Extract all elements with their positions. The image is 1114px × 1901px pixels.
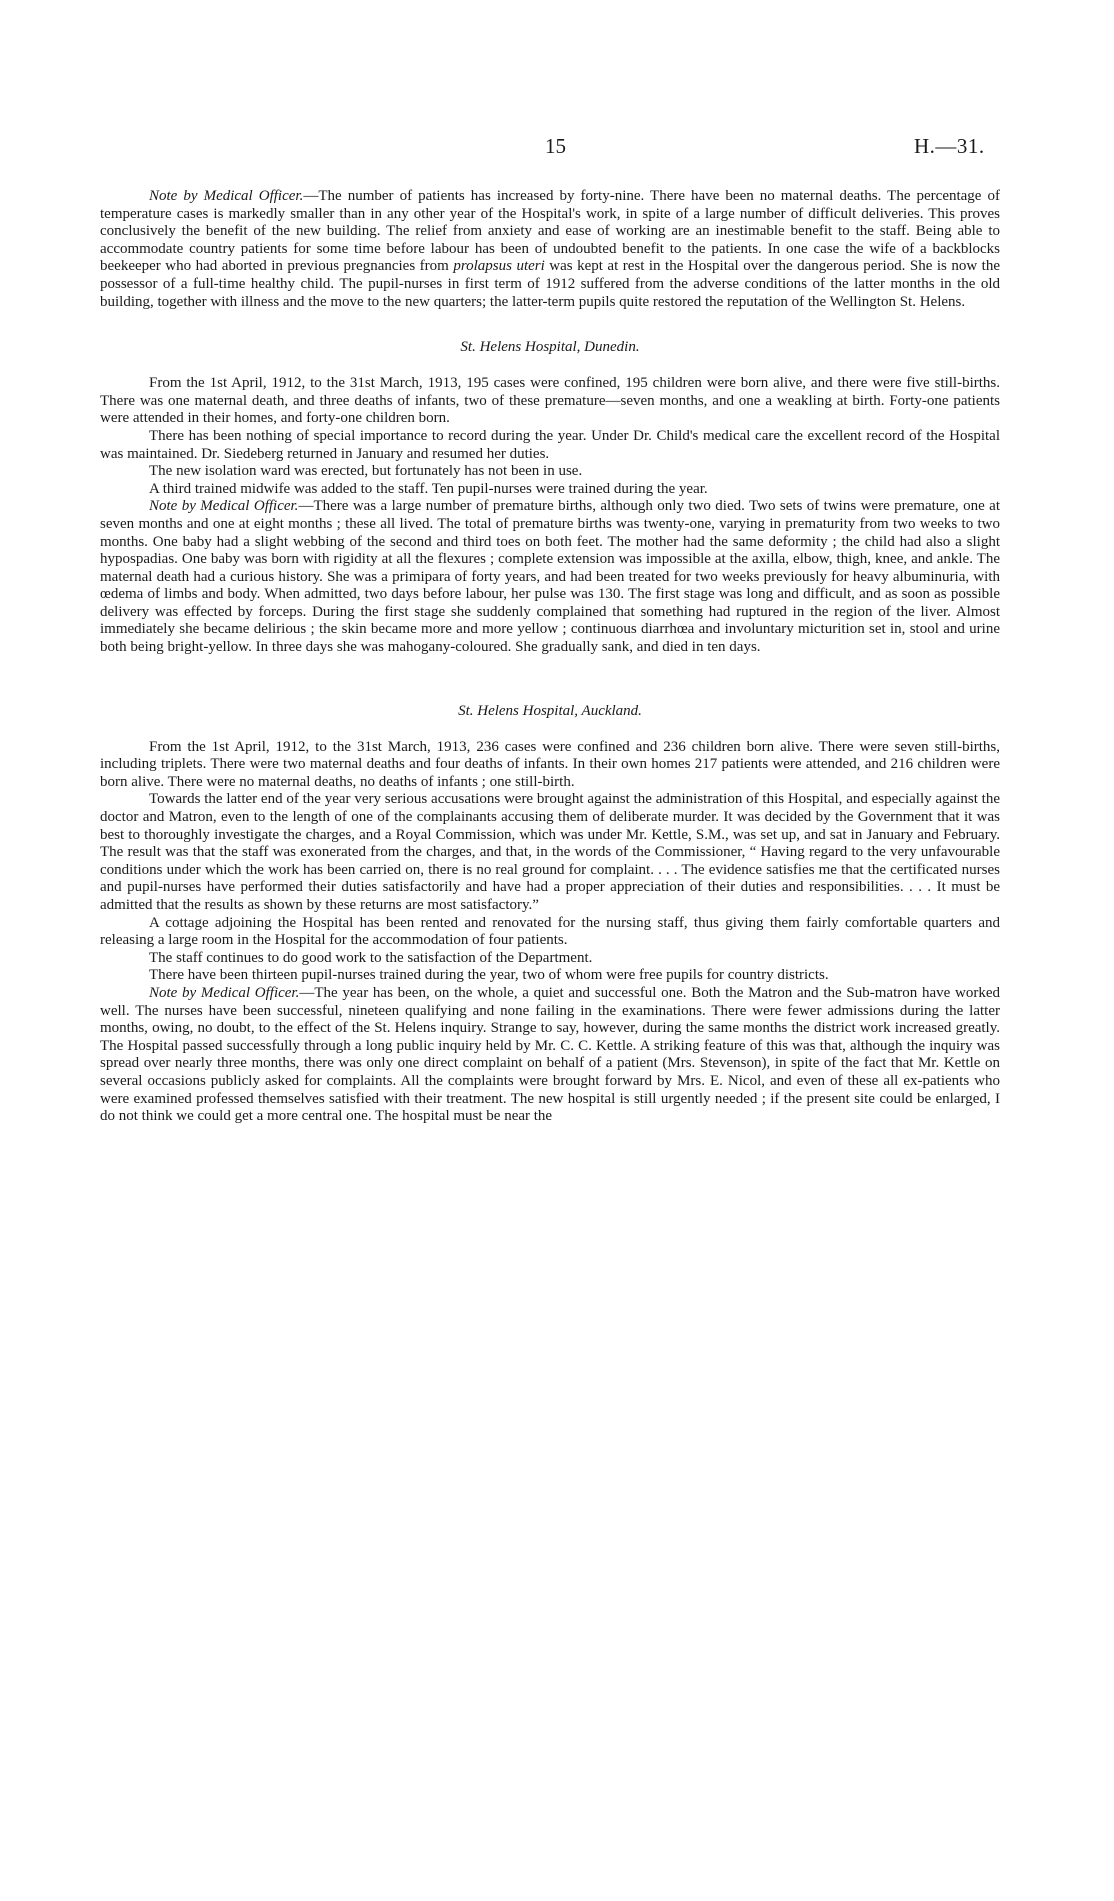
section-heading-dunedin: St. Helens Hospital, Dunedin. <box>460 339 640 356</box>
paragraph: A third trained midwife was added to the staff. Ten pupil-nurses were trained during the year. <box>149 480 708 497</box>
paragraph-note-auckland: Note by Medical Officer.—The year has been, on the whole, a quiet and successful one. Both the Matron and the Sub-matron have worked well. The nurses have been successful, nineteen qualifying and none failing in the examinations. There were fewer admissions during the latter months, owing, no doubt, to the effect of the St. Helens inquiry. Strange to say, however, during the same months the district work increased greatly. The Hospital passed successfully through a long public inquiry held by Mr. C. C. Kettle. A striking feature of this was that, although the inquiry was spread over nearly three months, there was only one direct complaint on behalf of a patient (Mrs. Stevenson), in spite of the fact that Mr. Kettle on several occasions publicly asked for complaints. All the complaints were brought forward by Mrs. E. Nicol, and even of these all ex-patients who were examined professed themselves satisfied with their treatment. The new hospital is still urgently needed ; if the present site could be enlarged, I do not think we could get a more central one. The hospital must be near the <box>100 984 1000 1125</box>
page-body <box>100 188 1000 1126</box>
page-header <box>0 134 1114 168</box>
note-label: Note by Medical Officer. <box>149 498 299 515</box>
paragraph: A cottage adjoining the Hospital has been rented and renovated for the nursing staff, thus giving them fairly comfortable quarters and releasing a large room in the Hospital for the accommodation of four patients. <box>100 914 1000 949</box>
document-reference: H.—31. <box>914 134 985 158</box>
paragraph: The new isolation ward was erected, but fortunately has not been in use. <box>149 463 583 480</box>
paragraph: There has been nothing of special importance to record during the year. Under Dr. Child's medical care the excellent record of the Hospital was maintained. Dr. Siedeberg returned in January and resumed her duties. <box>100 427 1000 462</box>
note-label: Note by Medical Officer. <box>149 188 304 204</box>
paragraph-note-dunedin: Note by Medical Officer.—There was a large number of premature births, although only two died. Two sets of twins were premature, one at seven months and one at eight months ; these all lived. The total of premature births was twenty-one, varying in prematurity from two weeks to two months. One baby had a slight webbing of the second and third toes on both feet. The mother had the same deformity ; the child had also a slight hypospadias. One baby was born with rigidity at all the flexures ; complete extension was impossible at the axilla, elbow, thigh, knee, and ankle. The maternal death had a curious history. She was a primipara of forty years, and had been treated for two weeks previously for heavy albuminuria, with œdema of limbs and body. When admitted, two days before labour, her pulse was 130. The first stage was long and difficult, and as soon as possible delivery was effected by forceps. During the first stage she suddenly complained that something had ruptured in the region of the liver. Almost immediately she became delirious ; the skin became more and more yellow ; continuous diarrhœa and involuntary micturition set in, stool and urine both being bright-yellow. In three days she was mahogany-coloured. She gradually sank, and died in ten days. <box>100 498 1000 656</box>
paragraph: From the 1st April, 1912, to the 31st March, 1913, 236 cases were confined and 236 children born alive. There were seven still-births, including triplets. There were two maternal deaths and four deaths of infants. In their own homes 217 patients were attended, and 216 children were born alive. There were no maternal deaths, no deaths of infants ; one still-birth. <box>100 738 1000 790</box>
paragraph: The staff continues to do good work to the satisfaction of the Department. <box>149 949 593 966</box>
page-number: 15 <box>545 134 566 158</box>
section-heading-auckland: St. Helens Hospital, Auckland. <box>458 702 642 719</box>
latin-term: prolapsus uteri <box>453 258 545 275</box>
paragraph: There have been thirteen pupil-nurses trained during the year, two of whom were free pupils for country districts. <box>149 967 829 984</box>
paragraph: From the 1st April, 1912, to the 31st March, 1913, 195 cases were confined, 195 children were born alive, and there were five still-births. There was one maternal death, and three deaths of infants, two of these premature—seven months, and one a weakling at birth. Forty-one patients were attended in their homes, and forty-one children born. <box>100 375 1000 427</box>
paragraph: Towards the latter end of the year very serious accusations were brought against the administration of this Hospital, and especially against the doctor and Matron, even to the length of one of the complainants accusing them of deliberate murder. It was decided by the Government that it was best to thoroughly investigate the charges, and a Royal Commission, which was under Mr. Kettle, S.M., was set up, and sat in January and February. The result was that the staff was exonerated from the charges, and that, in the words of the Commissioner, “ Having regard to the very unfavourable conditions under which the work has been carried on, there is no real ground for complaint. . . . The evidence satisfies me that the certificated nurses and pupil-nurses have performed their duties satisfactorily and have had a proper appreciation of their duties and responsibilities. . . . It must be admitted that the results as shown by these returns are most satisfactory.” <box>100 791 1000 913</box>
note-label: Note by Medical Officer. <box>149 984 300 1001</box>
paragraph-note-top: Note by Medical Officer.—The number of patients has increased by forty-nine. There have been no maternal deaths. The percentage of temperature cases is markedly smaller than in any other year of the Hospital's work, in spite of a large number of difficult deliveries. This proves conclusively the benefit of the new building. The relief from anxiety and ease of working are an inestimable benefit to the staff. Being able to accommodate country patients for some time before labour has been of undoubted benefit to the patients. In one case the wife of a backblocks beekeeper who had aborted in previous pregnancies from prolapsus uteri was kept at rest in the Hospital over the dangerous period. She is now the possessor of a full-time healthy child. The pupil-nurses in first term of 1912 suffered from the adverse conditions of the latter months in the old building, together with illness and the move to the new quarters; the latter-term pupils quite restored the reputation of the Wellington St. Helens. <box>100 188 1001 310</box>
